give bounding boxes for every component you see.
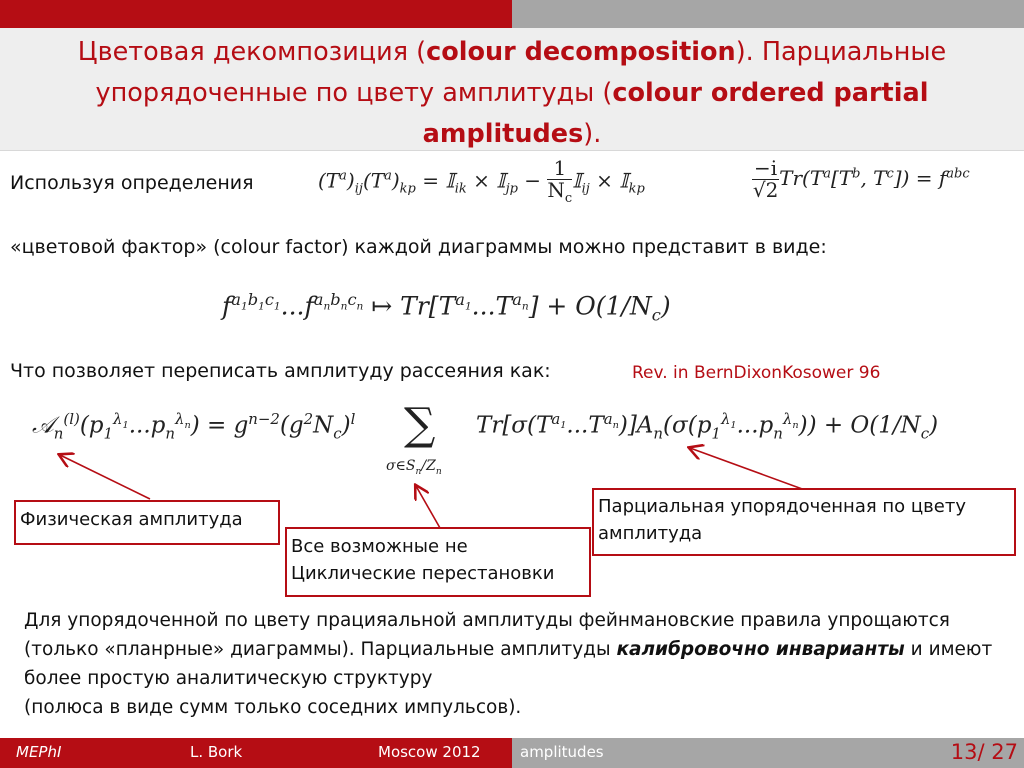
formula-structure-constant: $\frac{-i}{√2}$ $Tr(T^a[T^b$, $T^c]) = f^{abc}$ — [752, 156, 970, 202]
arrow-physical-amplitude — [60, 455, 150, 499]
permutations-box: Все возможные не Циклические перестановки — [285, 527, 591, 597]
formula-partial-amplitude-sum: $Tr[\sigma(T^{a_1}...T^{a_n})]A_n(\sigma(p_1^{\lambda_1}...p_n^{\lambda_n})) + O(1/N_c)$ — [476, 410, 939, 443]
sum-symbol: ∑ — [404, 399, 436, 450]
footer-venue: Moscow 2012 — [378, 743, 481, 761]
formula-amplitude-decomposition: $𝒜_n^{(l)}(p_1^{\lambda_1}...p_n^{\lambda_n}) = g^{n-2}(g^2N_c)^l$ — [32, 410, 356, 443]
arrow-partial-amplitude — [690, 448, 805, 490]
footer-topic: amplitudes — [520, 743, 604, 761]
sum-subscript: $\sigma\in S_n/Z_n$ — [386, 458, 442, 477]
colour-factor-text: «цветовой фактор» (colour factor) каждой диаграммы можно представит в виде: — [10, 236, 827, 258]
summary-paragraph: Для упорядоченной по цвету працияальной амплитуды фейнмановские правила упрощаются (только «планрные» диаграммы). Парциальные амплитуды калибровочно инварианты и имеют более простую аналитическую структуру (полюса в виде сумм только соседних импульсов). — [24, 610, 993, 718]
partial-amplitude-box: Парциальная упорядоченная по цвету амплитуда — [592, 488, 1016, 556]
rewrite-amplitude-text: Что позволяет переписать амплитуду рассеяния как: — [10, 360, 551, 382]
arrow-permutations — [416, 486, 440, 528]
footer-author: L. Bork — [190, 743, 243, 761]
reference-link[interactable]: Rev. in BernDixonKosower 96 — [632, 363, 881, 383]
slide-title: Цветовая декомпозиция (colour decomposition). Парциальные упорядоченные по цвету амплитуды (colour ordered partial amplitudes). — [77, 37, 947, 149]
using-definitions-text: Используя определения — [10, 172, 254, 194]
physical-amplitude-box: Физическая амплитуда — [14, 500, 280, 545]
formula-generator-identity: $(T^a)_{ij}(T^a)_{kp}$ = 𝕀$_{ik}$ × 𝕀$_{jp}$ − $\frac{1}{N_c}$ 𝕀$_{ij}$ × 𝕀$_{kp}$ — [318, 156, 645, 206]
formula-colour-factor: $f^{a_1b_1c_1}...f^{a_nb_nc_n}$ ↦ $Tr[T^{a_1}...T^{a_n}] + O(1/N_c)$ — [222, 290, 671, 325]
footer-institute: MEPhI — [16, 743, 62, 761]
page-number: 13/ 27 — [950, 740, 1018, 764]
